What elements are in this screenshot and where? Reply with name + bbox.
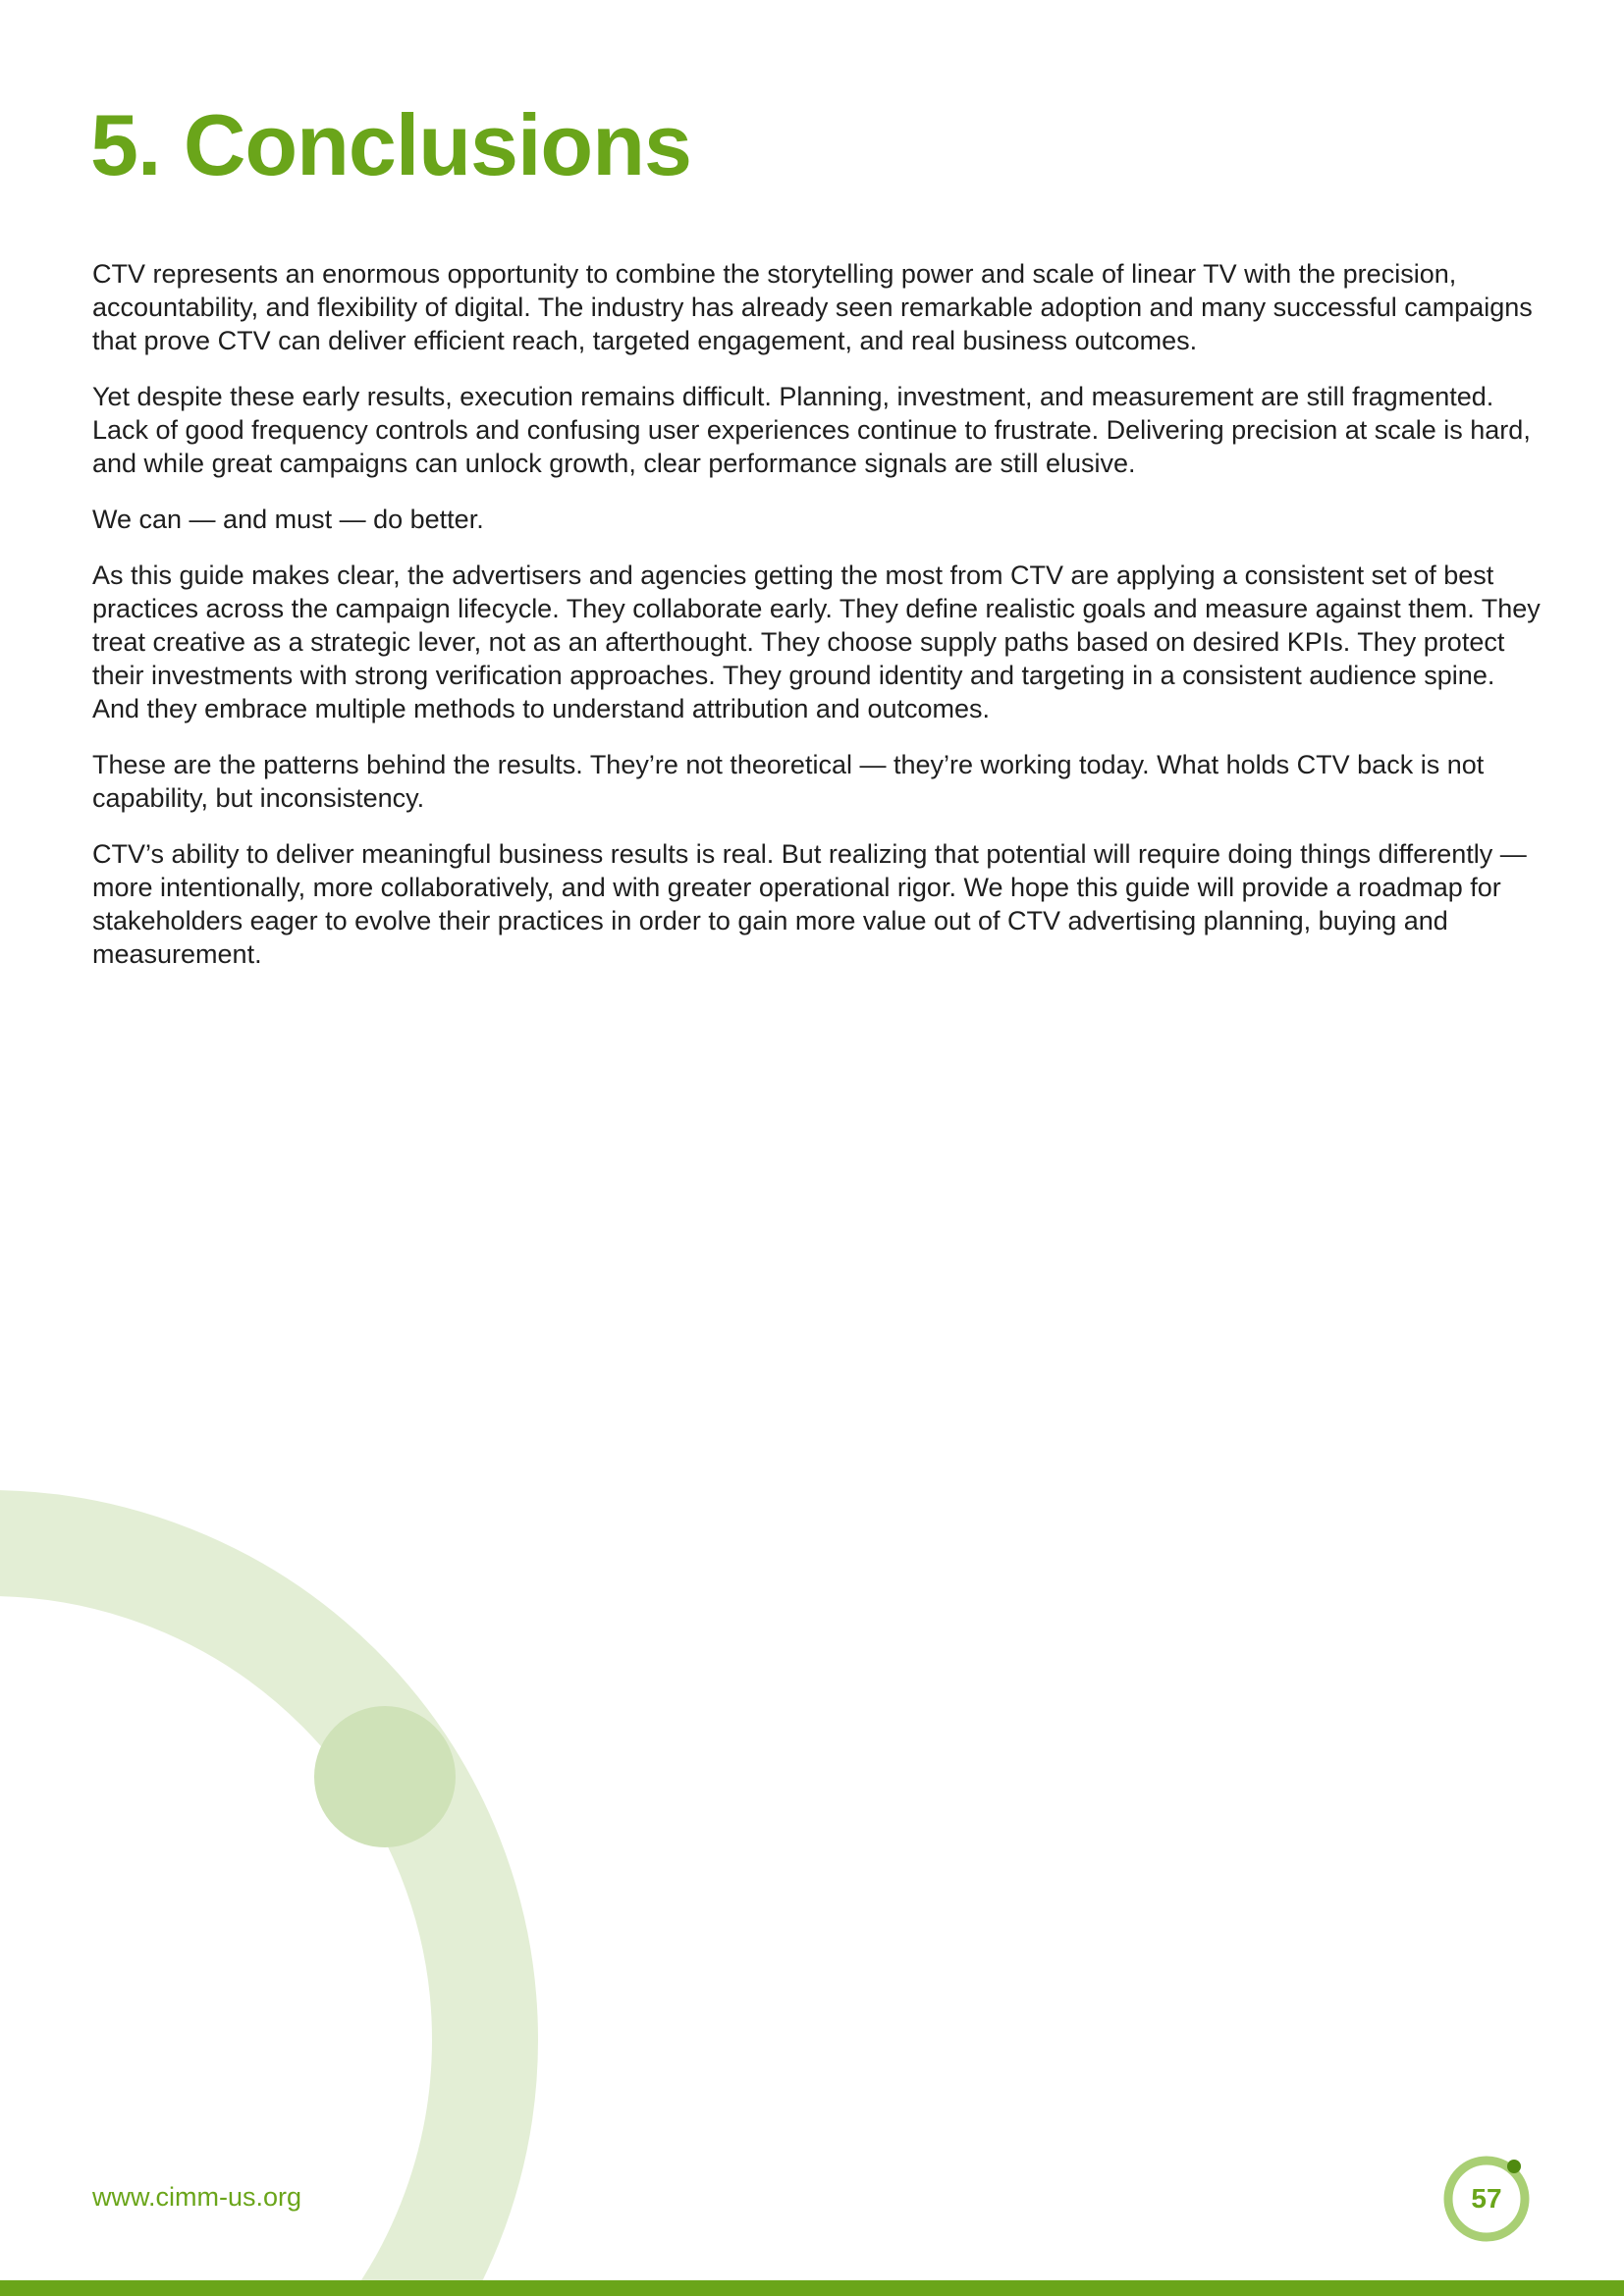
paragraph: CTV’s ability to deliver meaningful business results is real. But realizing that potential will require doing things differently — more intentionally, more collaboratively, and with greater operational rigor. We hope this guide will provide a roadmap for stakeholders eager to evolve their practices in order to gain more value out of CTV advertising planning, buying and measurement. (92, 839, 1527, 969)
paragraph: We can — and must — do better. (92, 505, 484, 534)
paragraph: As this guide makes clear, the advertisers and agencies getting the most from CTV are applying a consistent set of best practices across the campaign lifecycle. They collaborate early. They define realistic goals and measure against them. They treat creative as a strategic lever, not as an afterthought. They choose supply paths based on desired KPIs. They protect their investments with strong verification approaches. They ground identity and targeting in a consistent audience spine. And they embrace multiple methods to understand attribution and outcomes. (92, 561, 1541, 723)
decorative-dot (314, 1706, 456, 1847)
paragraph: These are the patterns behind the results. They’re not theoretical — they’re working today. What holds CTV back is not capability, but inconsistency. (92, 750, 1485, 813)
paragraph: Yet despite these early results, execution remains difficult. Planning, investment, and measurement are still fragmented. Lack of good frequency controls and confusing user experiences continue to frustrate. Delivering precision at scale is hard, and while great campaigns can unlock growth, clear performance signals are still elusive. (92, 382, 1531, 478)
page-title: 5. Conclusions (90, 96, 691, 193)
bottom-accent-bar (0, 2280, 1624, 2296)
footer-website-link[interactable]: www.cimm-us.org (92, 2182, 302, 2212)
body-text (92, 257, 1545, 993)
paragraph: CTV represents an enormous opportunity to combine the storytelling power and scale of linear TV with the precision, accountability, and flexibility of digital. The industry has already seen remarkable adoption and many successful campaigns that prove CTV can deliver efficient reach, targeted engagement, and real business outcomes. (92, 259, 1533, 355)
page-number-badge (1440, 2153, 1533, 2245)
page-number: 57 (1471, 2183, 1502, 2214)
